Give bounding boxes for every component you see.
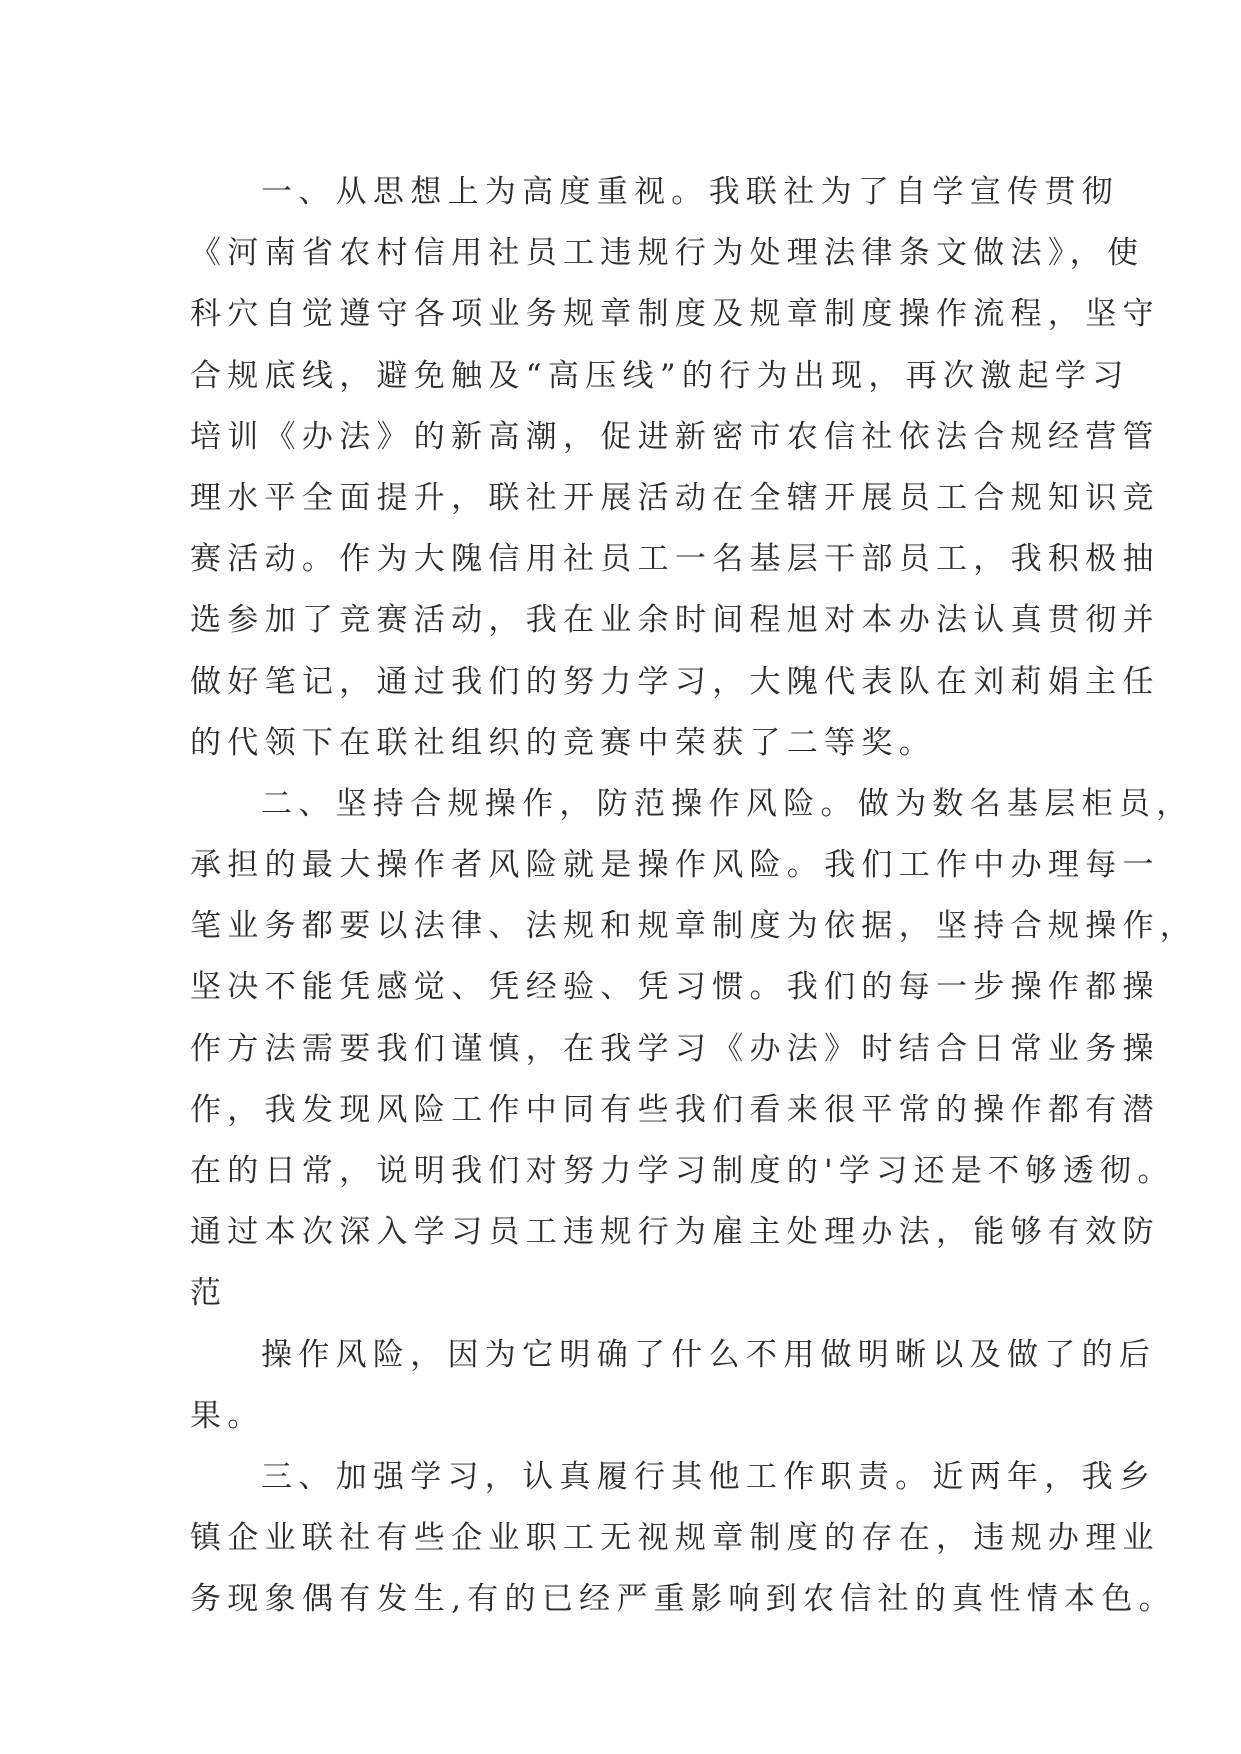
paragraph-line: 培训《办法》的新高潮，促进新密市农信社依法合规经营管: [190, 418, 1160, 455]
paragraph-line: 选参加了竞赛活动，我在业余时间程旭对本办法认真贯彻并: [190, 602, 1160, 639]
paragraph-4: [190, 1447, 1176, 1631]
paragraph-line: 在的日常，说明我们对努力学习制度的'学习还是不够透彻。: [190, 1153, 1175, 1189]
paragraph-line: 作方法需要我们谨慎，在我学习《办法》时结合日常业务操: [190, 1030, 1160, 1067]
paragraph-3: [190, 1325, 1157, 1447]
paragraph-line: 坚决不能凭感觉、凭经验、凭习惯。我们的每一步操作都操: [190, 969, 1160, 1006]
paragraph-2: [190, 774, 1198, 1325]
document-body: [190, 162, 1198, 1631]
paragraph-line: 《河南省农村信用社员工违规行为处理法律条文做法》，使: [190, 235, 1145, 272]
paragraph-line: 三、加强学习，认真履行其他工作职责。近两年，我乡: [261, 1458, 1157, 1495]
paragraph-line: 范: [190, 1275, 228, 1312]
paragraph-line: 做好笔记，通过我们的努力学习，大隗代表队在刘莉娟主任: [190, 663, 1160, 700]
paragraph-line: 理水平全面提升，联社开展活动在全辖开展员工合规知识竞: [190, 479, 1160, 516]
paragraph-line: 的代领下在联社组织的竞赛中荣获了二等奖。: [190, 724, 936, 761]
paragraph-line: 通过本次深入学习员工违规行为雇主处理办法，能够有效防: [190, 1214, 1160, 1251]
paragraph-line: 一、从思想上为高度重视。我联社为了自学宣传贯彻: [261, 174, 1119, 210]
paragraph-line: 操作风险，因为它明确了什么不用做明晰以及做了的后: [261, 1336, 1157, 1373]
paragraph-line: 镇企业联社有些企业职工无视规章制度的存在，违规办理业: [190, 1520, 1160, 1557]
paragraph-line: 赛活动。作为大隗信用社员工一名基层干部员工，我积极抽: [190, 541, 1160, 578]
paragraph-line: 合规底线，避免触及“高压线”的行为出现，再次激起学习: [190, 357, 1130, 394]
paragraph-line: 果。: [190, 1397, 265, 1434]
paragraph-line: 务现象偶有发生,有的已经严重影响到农信社的真性情本色。: [190, 1581, 1176, 1618]
paragraph-line: 作，我发现风险工作中同有些我们看来很平常的操作都有潜: [190, 1091, 1160, 1128]
paragraph-line: 二、坚持合规操作，防范操作风险。做为数名基层柜员，: [261, 785, 1194, 822]
paragraph-1: [190, 162, 1160, 774]
paragraph-line: 科穴自觉遵守各项业务规章制度及规章制度操作流程，坚守: [190, 296, 1160, 333]
paragraph-line: 笔业务都要以法律、法规和规章制度为依据，坚持合规操作，: [190, 908, 1198, 945]
paragraph-line: 承担的最大操作者风险就是操作风险。我们工作中办理每一: [190, 847, 1160, 884]
